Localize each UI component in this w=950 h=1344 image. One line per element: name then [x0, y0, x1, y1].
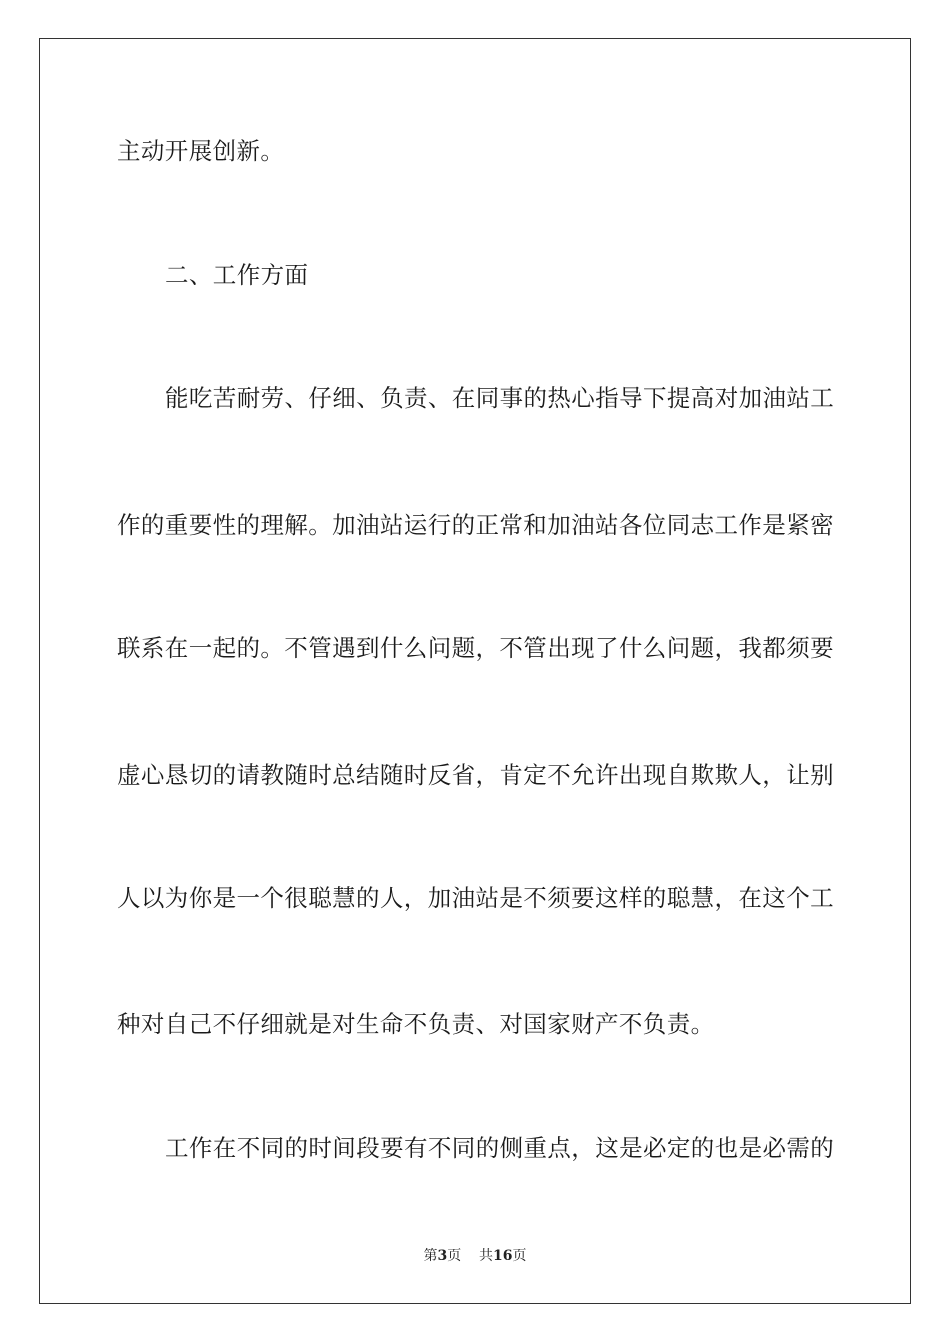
text-line-4: 作的重要性的理解。加油站运行的正常和加油站各位同志工作是紧密	[117, 511, 834, 539]
page-suffix: 页	[447, 1248, 462, 1264]
text-line-1: 主动开展创新。	[117, 137, 285, 165]
text-line-6: 虚心恳切的请教随时总结随时反省，肯定不允许出现自欺欺人，让别	[117, 761, 834, 789]
text-line-5: 联系在一起的。不管遇到什么问题，不管出现了什么问题，我都须要	[117, 634, 834, 662]
text-line-8: 种对自己不仔细就是对生命不负责、对国家财产不负责。	[117, 1010, 715, 1038]
total-suffix: 页	[512, 1248, 527, 1264]
page-number: 3	[437, 1248, 448, 1264]
page-footer	[0, 1247, 950, 1265]
text-line-3: 能吃苦耐劳、仔细、负责、在同事的热心指导下提高对加油站工	[165, 384, 835, 412]
total-pages: 16	[493, 1248, 513, 1264]
page-prefix: 第	[423, 1248, 438, 1264]
total-prefix: 共	[479, 1248, 494, 1264]
page-border	[39, 38, 911, 1304]
text-line-7: 人以为你是一个很聪慧的人，加油站是不须要这样的聪慧，在这个工	[117, 884, 834, 912]
text-line-9: 工作在不同的时间段要有不同的侧重点，这是必定的也是必需的	[165, 1134, 835, 1162]
section-heading: 二、工作方面	[165, 261, 309, 289]
